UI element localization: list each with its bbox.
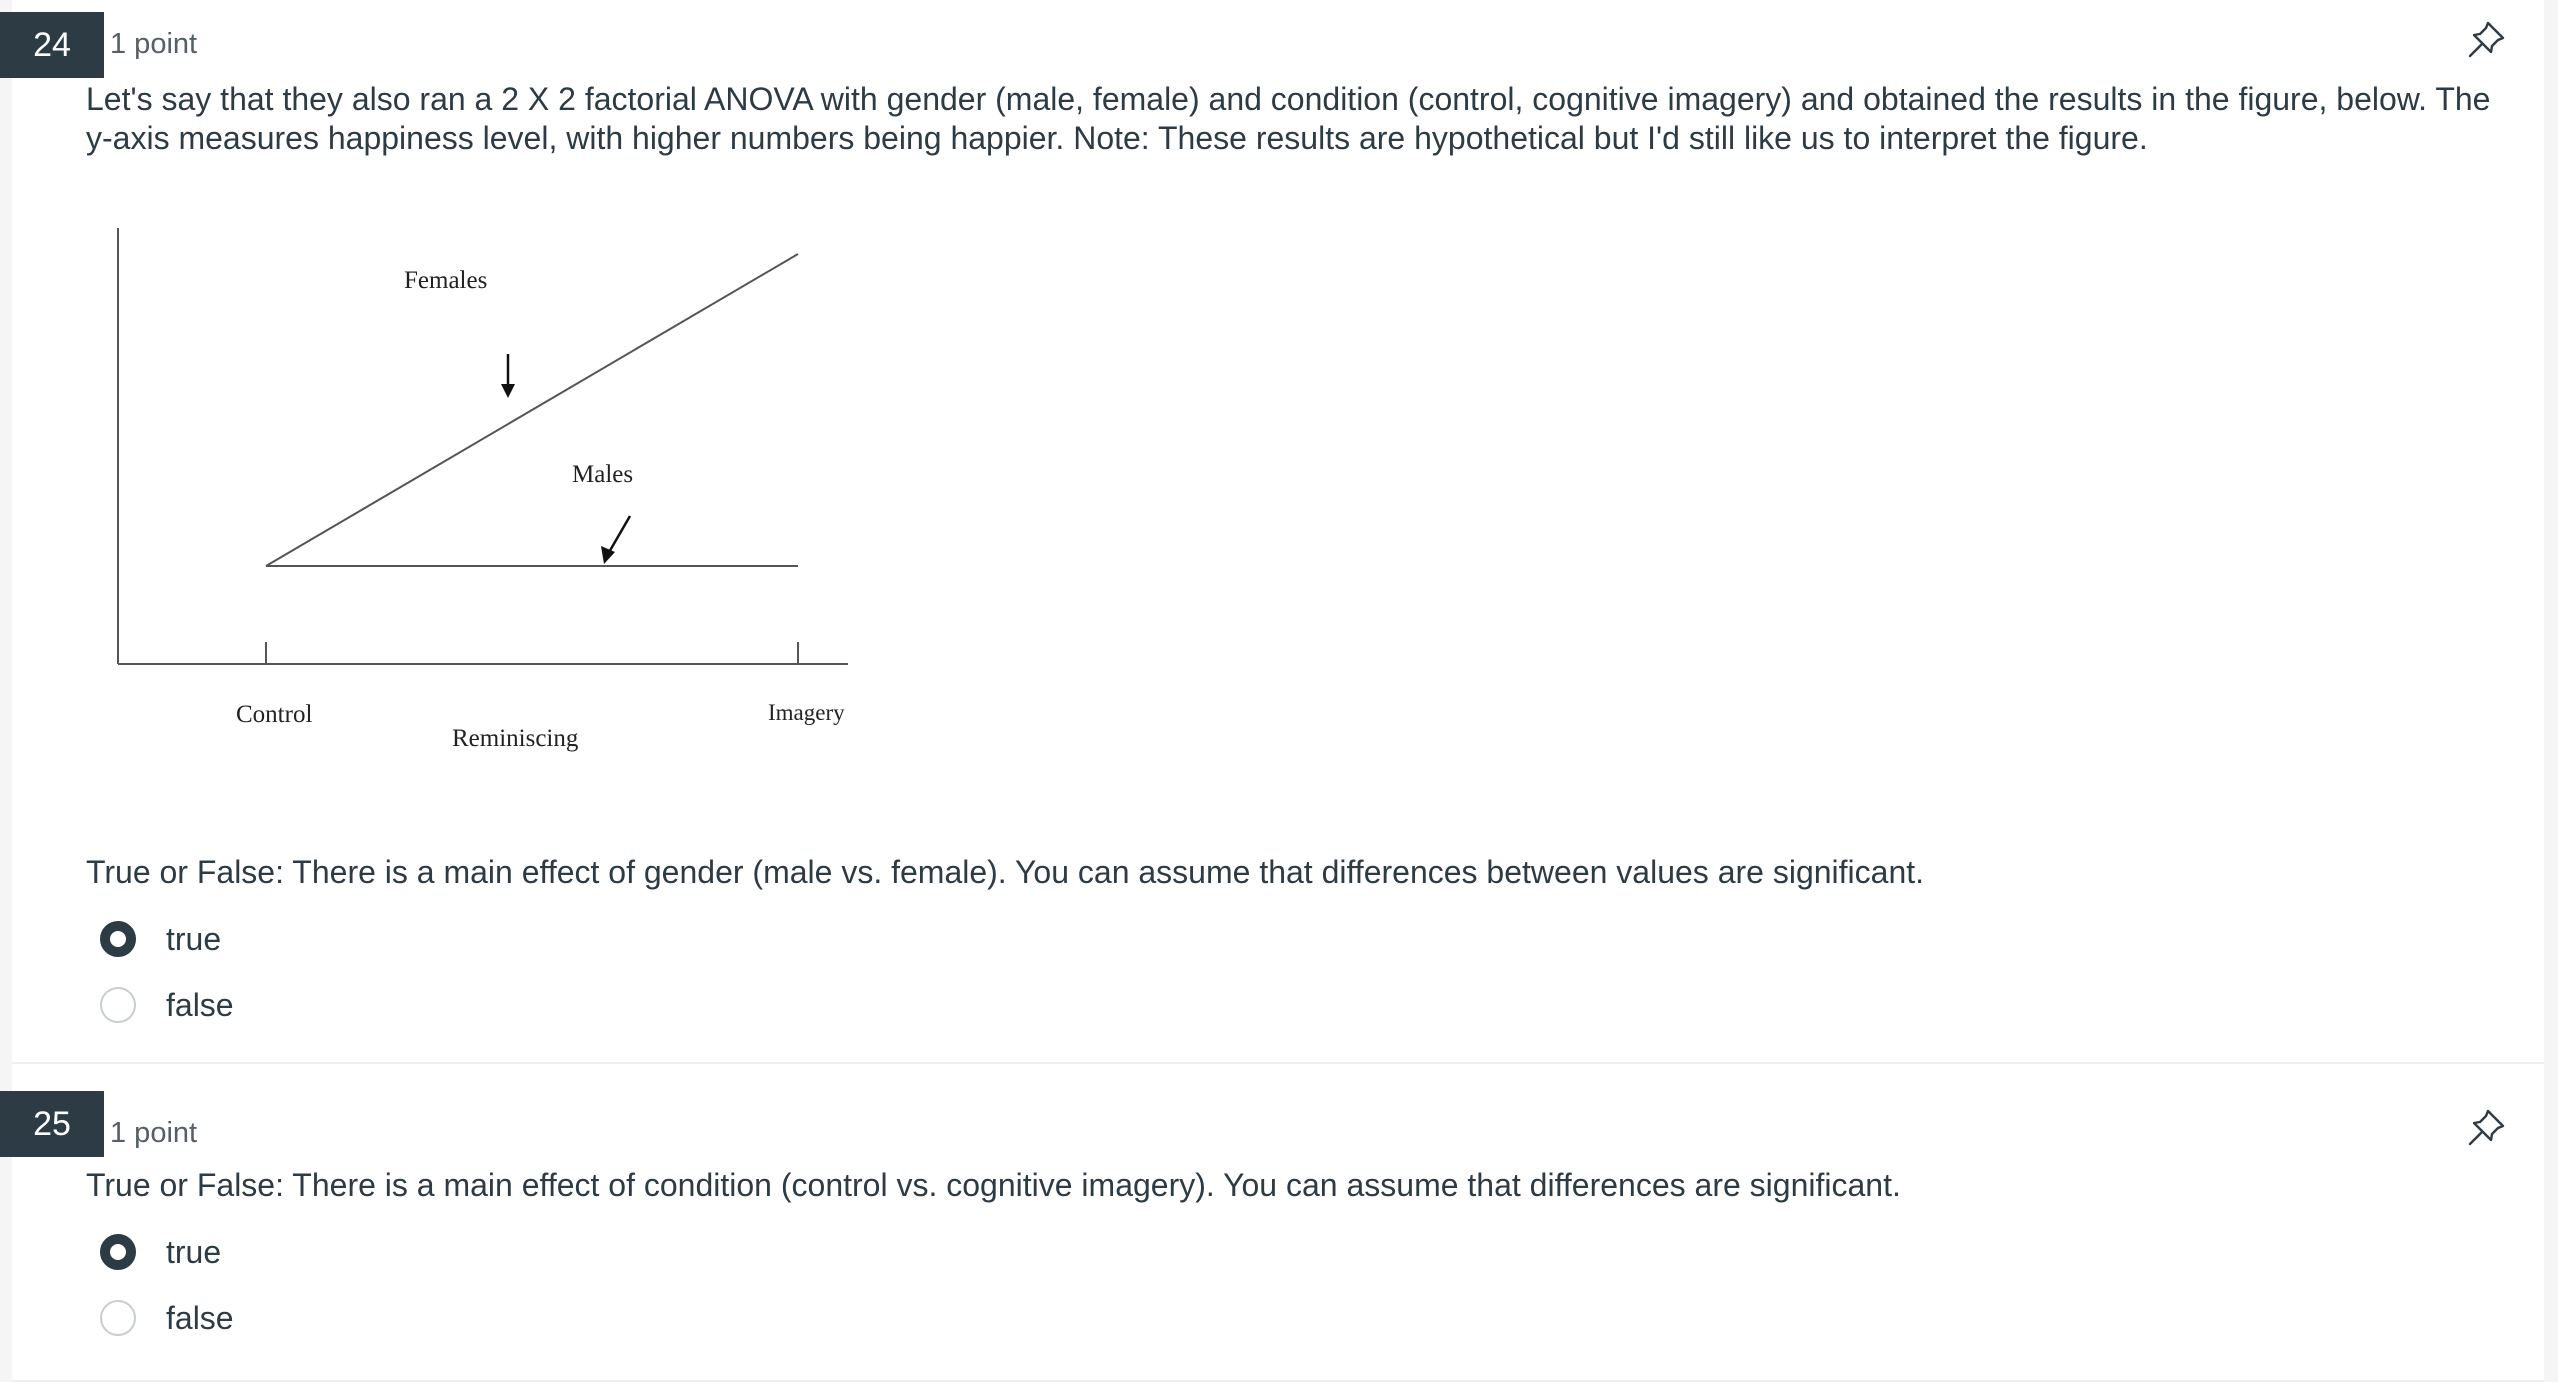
females-label: Females: [404, 267, 488, 294]
question-prompt: True or False: There is a main effect of condition (control vs. cognitive imagery). You can assume that differences are significant.: [86, 1167, 1901, 1203]
radio-button[interactable]: [100, 1300, 136, 1336]
interaction-figure: [94, 214, 874, 774]
radio-button[interactable]: [100, 987, 136, 1023]
question-points: 1 point: [110, 1117, 198, 1149]
answer-option-true[interactable]: [86, 1219, 234, 1285]
question-24: [12, 0, 2544, 1064]
answer-list: [86, 906, 234, 1038]
pin-icon[interactable]: [2464, 1106, 2508, 1150]
radio-button-selected[interactable]: [100, 921, 136, 957]
males-arrow: [608, 516, 630, 554]
answer-list: [86, 1219, 234, 1351]
radio-button-selected[interactable]: [100, 1234, 136, 1270]
question-prompt: True or False: There is a main effect of gender (male vs. female). You can assume that differences between values are significant.: [86, 854, 1925, 890]
answer-label: false: [166, 1299, 234, 1336]
question-25: [12, 1090, 2544, 1382]
question-separator: [12, 1064, 2544, 1090]
males-label: Males: [572, 461, 634, 488]
control-label: Control: [236, 701, 313, 728]
pin-icon[interactable]: [2464, 18, 2508, 62]
females-arrow-head: [501, 384, 515, 398]
left-rail: [0, 0, 12, 1382]
question-number: 24: [0, 12, 104, 78]
answer-label: false: [166, 986, 234, 1023]
answer-label: true: [166, 920, 222, 957]
answer-option-true[interactable]: [86, 906, 234, 972]
males-arrow-head: [601, 546, 615, 564]
imagery-label: Imagery: [768, 700, 845, 725]
answer-option-false[interactable]: [86, 972, 234, 1038]
answer-option-false[interactable]: [86, 1285, 234, 1351]
question-points: 1 point: [110, 28, 198, 60]
question-number: 25: [0, 1091, 104, 1157]
right-rail: [2544, 0, 2558, 1382]
answer-label: true: [166, 1233, 222, 1270]
question-text: Let's say that they also ran a 2 X 2 factorial ANOVA with gender (male, female) and condition (control, cognitive imagery) and obtained the results in the figure, below. The y-axis measures happiness level, with higher numbers being happier. Note: These results are hypothetical but I'd still like us to interpret the figure.: [86, 81, 2491, 156]
females-line: [266, 254, 798, 566]
reminiscing-label: Reminiscing: [452, 725, 579, 752]
